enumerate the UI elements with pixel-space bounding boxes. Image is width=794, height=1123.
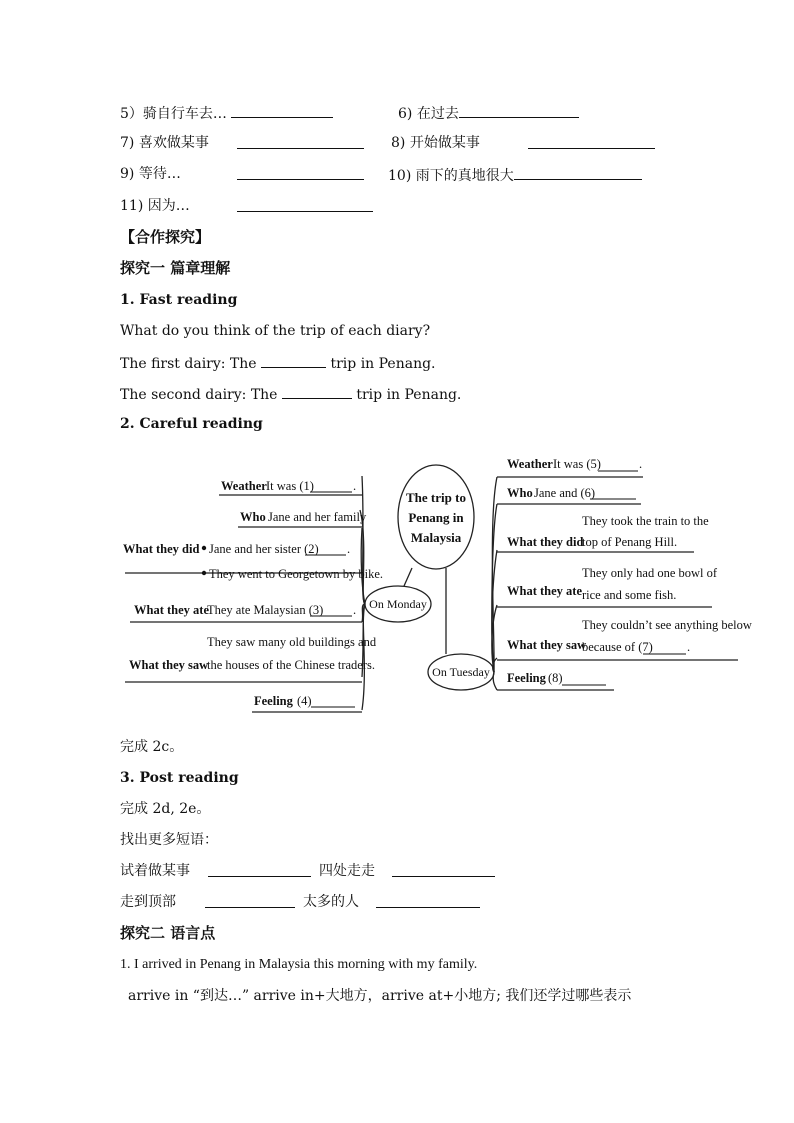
- mon-feeling-label: Feeling: [254, 694, 293, 708]
- answer-blank-7[interactable]: [237, 134, 364, 149]
- fast-reading-heading: 1. Fast reading: [120, 292, 238, 308]
- explore-2-heading: 探究二 语言点: [120, 924, 216, 942]
- complete-2d-2e: 完成 2d, 2e。: [120, 801, 211, 817]
- tue-who-text: Jane and (6): [534, 486, 596, 500]
- mon-did-2: They went to Georgetown by bike.: [209, 567, 384, 581]
- vocab-item-10: 10) 雨下的真地很大: [388, 168, 514, 184]
- second-dairy-pre: The second dairy: The: [120, 387, 278, 403]
- monday-label: On Monday: [369, 597, 427, 611]
- answer-blank-phrase-2[interactable]: [392, 862, 495, 877]
- mon-who-text: Jane and her family: [268, 510, 367, 524]
- second-dairy-line: [120, 384, 461, 404]
- vocab-item-5: 5）骑自行车去…: [120, 106, 227, 122]
- vocab-row-3: [120, 165, 181, 183]
- mon-ate-text: They ate Malaysian (3): [207, 603, 324, 617]
- svg-text:.: .: [353, 479, 357, 493]
- vocab-item-6: 6) 在过去: [398, 106, 459, 122]
- tue-who-label: Who: [507, 486, 533, 500]
- answer-blank-8[interactable]: [528, 134, 655, 149]
- answer-blank-6[interactable]: [459, 103, 579, 118]
- tue-feeling-label: Feeling: [507, 671, 546, 685]
- phrase-walk-around-wrap: [319, 862, 375, 880]
- first-dairy-line: [120, 353, 436, 373]
- second-dairy-post: trip in Penang.: [356, 387, 462, 403]
- mon-did-label: What they did: [123, 542, 200, 556]
- answer-blank-phrase-1[interactable]: [208, 862, 311, 877]
- tue-ate-1: They only had one bowl of: [582, 566, 718, 580]
- tue-weather-label: Weather: [507, 457, 553, 471]
- tue-did-1: They took the train to the: [582, 514, 709, 528]
- mon-ate-label: What they ate: [134, 603, 209, 617]
- phrase-walk-around: 四处走走: [319, 863, 375, 879]
- bullet-icon: [202, 546, 206, 550]
- svg-text:.: .: [639, 457, 643, 471]
- answer-blank-10[interactable]: [514, 165, 642, 180]
- tuesday-label: On Tuesday: [432, 665, 490, 679]
- phrase-row-1: [120, 862, 190, 880]
- bullet-icon: [202, 571, 206, 575]
- first-dairy-pre: The first dairy: The: [120, 356, 257, 372]
- mon-weather-label: Weather: [221, 479, 267, 493]
- vocab-item-10-wrap: [388, 165, 642, 185]
- phrase-too-many-people-wrap: [303, 893, 359, 911]
- vocab-item-6-wrap: [398, 103, 579, 123]
- tue-feeling-text: (8): [548, 671, 563, 685]
- tue-saw-2: because of (7): [582, 640, 653, 654]
- tue-weather-text: It was (5): [553, 457, 601, 471]
- first-dairy-post: trip in Penang.: [330, 356, 436, 372]
- vocab-item-8: 8) 开始做某事: [391, 135, 480, 151]
- answer-blank-9[interactable]: [237, 165, 364, 180]
- mon-saw-1: They saw many old buildings and: [207, 635, 377, 649]
- phrase-too-many-people: 太多的人: [303, 894, 359, 910]
- tue-ate-label: What they ate: [507, 584, 582, 598]
- mon-saw-2: the houses of the Chinese traders.: [207, 658, 376, 672]
- vocab-row-4: [120, 197, 190, 215]
- svg-text:.: .: [687, 640, 691, 654]
- vocab-item-11: 11) 因为…: [120, 198, 190, 214]
- mon-weather-text: It was (1): [266, 479, 314, 493]
- svg-text:.: .: [347, 542, 351, 556]
- vocab-item-8-wrap: [391, 134, 480, 152]
- tue-did-label: What they did: [507, 535, 584, 549]
- vocab-item-9: 9) 等待…: [120, 166, 181, 182]
- answer-blank-first-dairy[interactable]: [261, 353, 326, 368]
- answer-blank-11[interactable]: [237, 197, 373, 212]
- phrase-try-doing: 试着做某事: [120, 863, 190, 879]
- center-line-1: The trip to: [406, 490, 466, 505]
- answer-blank-phrase-3[interactable]: [205, 893, 295, 908]
- center-line-2: Penang in: [408, 510, 464, 525]
- vocab-row-2: [120, 134, 209, 152]
- post-reading-heading: 3. Post reading: [120, 770, 239, 786]
- phrase-row-2: [120, 893, 176, 911]
- tue-did-2: top of Penang Hill.: [582, 535, 678, 549]
- phrase-walk-to-top: 走到顶部: [120, 894, 176, 910]
- fast-reading-question: What do you think of the trip of each diary?: [120, 323, 431, 339]
- mon-who-label: Who: [240, 510, 266, 524]
- find-phrases: 找出更多短语：: [120, 832, 218, 848]
- careful-reading-heading: 2. Careful reading: [120, 416, 263, 432]
- tue-ate-2: rice and some fish.: [582, 588, 677, 602]
- vocab-row-1: [120, 103, 333, 123]
- tue-saw-1: They couldn’t see anything below: [582, 618, 752, 632]
- center-line-3: Malaysia: [410, 530, 462, 545]
- mon-feeling-text: (4): [297, 694, 312, 708]
- svg-text:.: .: [353, 603, 357, 617]
- answer-blank-5[interactable]: [231, 103, 333, 118]
- answer-blank-second-dairy[interactable]: [282, 384, 352, 399]
- tue-saw-label: What they saw: [507, 638, 587, 652]
- mon-saw-label: What they saw: [129, 658, 209, 672]
- mon-did-1: Jane and her sister (2): [209, 542, 319, 556]
- answer-blank-phrase-4[interactable]: [376, 893, 480, 908]
- complete-2c: 完成 2c。: [120, 739, 184, 755]
- vocab-item-7: 7) 喜欢做某事: [120, 135, 209, 151]
- explore-1-heading: 探究一 篇章理解: [120, 259, 231, 277]
- mind-map: [0, 440, 794, 730]
- section-cooperative-inquiry: 【合作探究】: [120, 228, 211, 246]
- language-point-1: 1. I arrived in Penang in Malaysia this morning with my family.: [120, 957, 478, 972]
- language-point-1-note: arrive in “到达…” arrive in+大地方，arrive at+小地方; 我们还学过哪些表示: [128, 988, 632, 1004]
